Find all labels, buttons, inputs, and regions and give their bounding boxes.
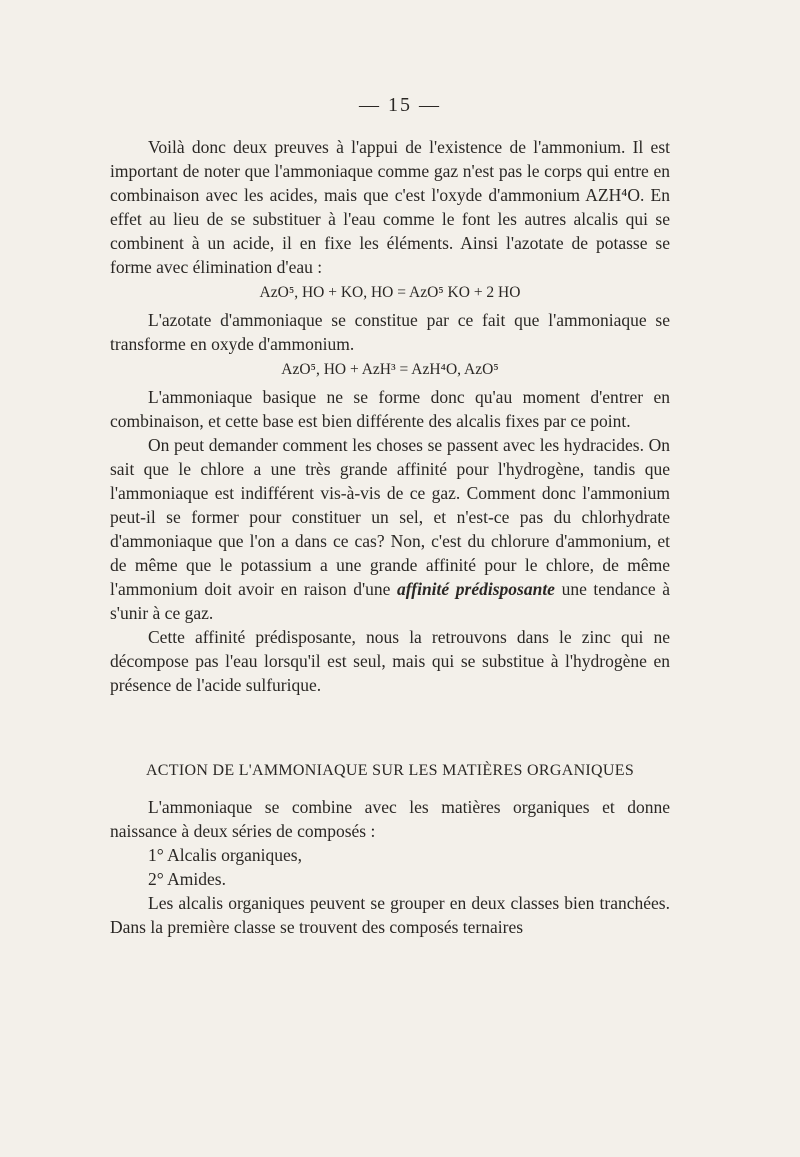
paragraph-ammonium-proofs: Voilà donc deux preuves à l'appui de l'existence de l'ammonium. Il est important de noter que l'ammoniaque comme gaz n'est pas le corps qui entre en combinaison avec les acides, mais que c'est l'oxyde d'ammonium AZH⁴O. En effet au lieu de se substituer à l'eau comme le font les autres alcalis qui se combinent à un acide, il en fixe les éléments. Ainsi l'azotate de potasse se forme avec élimination d'eau : (110, 137, 670, 277)
paragraph-alkali-classes: Les alcalis organiques peuvent se grouper en deux classes bien tranchées. Dans la première classe se trouvent des composés ternaires (110, 893, 670, 937)
emphasis-affinite-predisposante: affinité prédisposante (397, 579, 555, 599)
paragraph-hydracids (110, 433, 670, 625)
formula-ammonium-nitrate: AzO⁵, HO + AzH³ = AzH⁴O, AzO⁵ (281, 361, 499, 378)
hydracids-text-start: On peut demander comment les choses se passent avec les hydracides. On sait que le chlore a une très grande affinité pour l'hydrogène, tandis que l'ammoniaque est indifférent vis-à-vis de ce gaz. Comment donc l'ammonium peut-il se former pour constituer un sel, et n'est-ce pas du chlorhydrate d'ammoniaque que l'on a dans ce cas? Non, c'est du chlorure d'ammonium, et de même que le potassium a une grande affinité pour le chlore, de même l'ammonium doit avoir en raison d'une (110, 435, 670, 599)
paragraph-organic-matter: L'ammoniaque se combine avec les matières organiques et donne naissance à deux séries de composés : (110, 797, 670, 841)
paragraph-ammonium-nitrate: L'azotate d'ammoniaque se constitue par ce fait que l'ammoniaque se transforme en oxyde d'ammonium. (110, 310, 670, 354)
list-item-organic-alkalis: 1° Alcalis organiques, (148, 845, 302, 865)
paragraph-basic-ammonia: L'ammoniaque basique ne se forme donc qu'au moment d'entrer en combinaison, et cette base est bien différente des alcalis fixes par ce point. (110, 387, 670, 431)
paragraph-zinc: Cette affinité prédisposante, nous la retrouvons dans le zinc qui ne décompose pas l'eau lorsqu'il est seul, mais qui se substitue à l'hydrogène en présence de l'acide sulfurique. (110, 627, 670, 695)
formula-potassium-nitrate: AzO⁵, HO + KO, HO = AzO⁵ KO + 2 HO (259, 284, 521, 301)
list-item-amides: 2° Amides. (148, 869, 226, 889)
section-title: ACTION DE L'AMMONIAQUE SUR LES MATIÈRES ORGANIQUES (145, 762, 635, 779)
page-number: — 15 — (359, 94, 441, 116)
page-body (110, 135, 670, 939)
hydracids-text-end: une tendance à s'unir à ce gaz. (110, 579, 670, 623)
